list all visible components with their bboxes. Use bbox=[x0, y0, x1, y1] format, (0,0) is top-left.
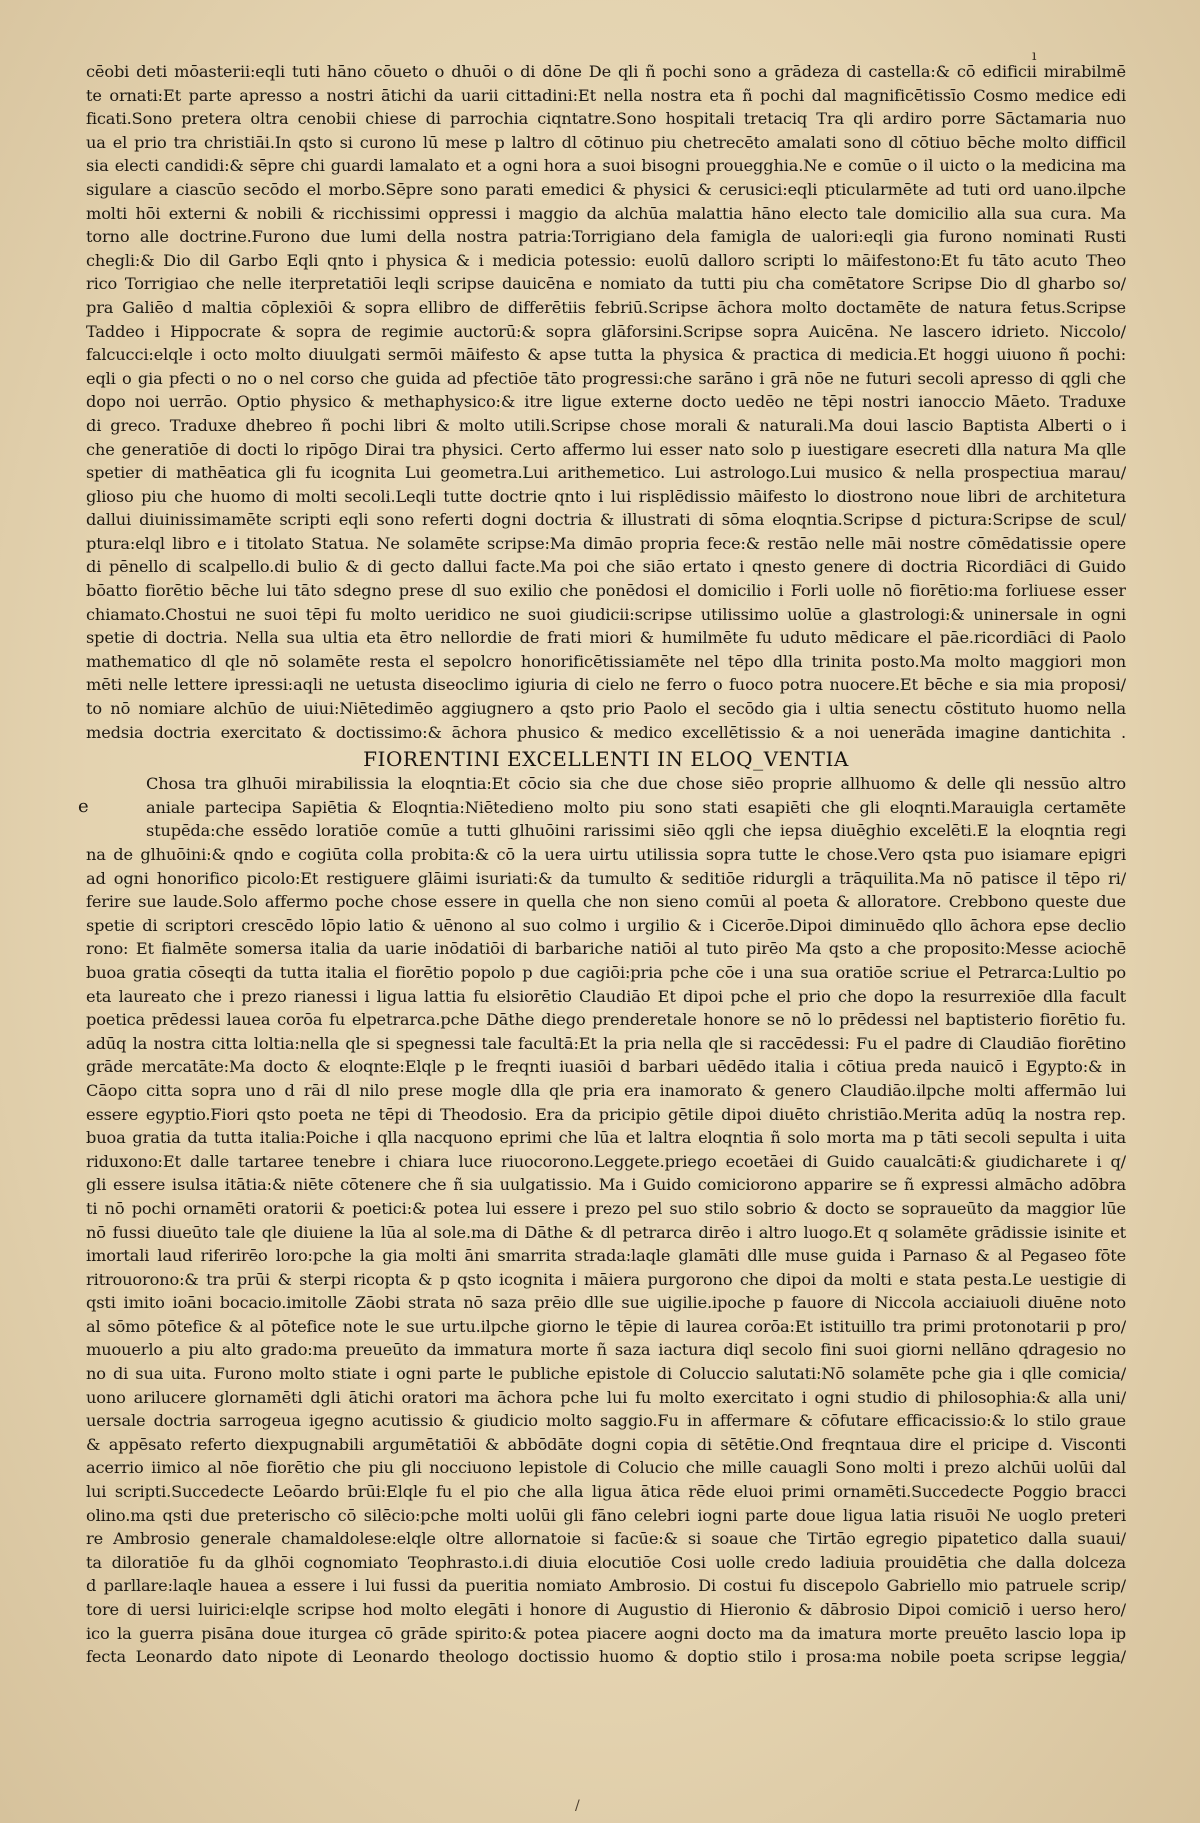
text-line: olino.ma qsti due preterischo cō silēcio:pche molti uolūi gli fāno celebri iogni parte doue ligua latia risuōi Ne uoglo preteri bbox=[86, 1505, 1126, 1525]
text-line: aniale partecipa Sapiētia & Eloqntia:Niētedieno molto piu sono stati esapiēti che gli eloqnti.Marauigla certamēte bbox=[146, 797, 1126, 817]
text-line: dallui diuinissimamēte scripti eqli sono referti dogni doctria & illustrati di sōma eloqntia.Scripse d pictura:Scripse de scul/ bbox=[86, 510, 1126, 530]
folio-mark: ı bbox=[1032, 48, 1037, 64]
text-line: ta diloratiōe fu da glhōi cognomiato Teophrasto.i.di diuia elocutiōe Cosi uolle credo ladiuia prouidētia che dalla dolceza bbox=[86, 1552, 1126, 1572]
text-line: Taddeo i Hippocrate & sopra de regimie auctorū:& sopra glāforsini.Scripse sopra Auicēna. Ne lascero idrieto. Niccolo/ bbox=[86, 321, 1126, 341]
text-line: sigulare a ciascūo secōdo el morbo.Sēpre sono parati emedici & physici & cerusici:eqli pticularmēte ad tuti ord uano.ilpche bbox=[86, 179, 1126, 199]
text-line: fecta Leonardo dato nipote di Leonardo theologo doctissio huomo & doptio stilo i prosa:ma nobile poeta scripse leggia/ bbox=[86, 1647, 1126, 1667]
text-line: poetica prēdessi lauea corōa fu elpetrarca.pche Dāthe diego prenderetale honore se nō lo prēdessi nel baptisterio fiorētio fu. bbox=[86, 1010, 1126, 1030]
text-line: ti nō pochi ornamēti oratorii & poetici:& potea lui essere i prezo pel suo stilo sobrio & docto se sopraueūto da maggior lūe bbox=[86, 1198, 1126, 1218]
text-line: rono: Et fialmēte somersa italia da uarie inōdatiōi di barbariche natiōi al tuto pirēo Ma qsto a che proposito:Messe aciochē bbox=[86, 939, 1126, 959]
text-line: al sōmo pōtefice & al pōtefice note le sue urtu.ilpche giorno le tēpie di laurea corōa:Et istituillo tra primi protonotarii p pro/ bbox=[86, 1316, 1126, 1336]
text-line: qsti imito ioāni bocacio.imitolle Zāobi strata nō saza prēio dlle sue uigilie.ipoche p fauore di Niccola acciaiuoli diuēne noto bbox=[86, 1293, 1126, 1313]
text-line: Chosa tra glhuōi mirabilissia la eloqntia:Et cōcio sia che due chose siēo proprie allhuomo & delle qli nessūo altro bbox=[146, 774, 1126, 794]
text-line: ico la guerra pisāna doue iturgea cō grāde spirito:& potea piacere aogni docto ma da imatura morte preuēto lascio lopa ip bbox=[86, 1623, 1126, 1643]
text-line: medsia doctria exercitato & doctissimo:& āchora phusico & medico excellētissio & a noi uenerāda imagine dantichita . bbox=[86, 722, 1126, 742]
text-line: na de glhuōini:& qndo e cogiūta colla probita:& cō la uera uirtu utilissia sopra tutte le chose.Vero qsta puo isiamare epigri bbox=[86, 845, 1126, 864]
text-line: muouerlo a piu alto grado:ma preueūto da immatura morte ñ saza iactura diql secolo fini suoi giorni nellāno qdragesio no bbox=[86, 1340, 1126, 1360]
text-line: chiamato.Chostui ne suoi tēpi fu molto ueridico ne suoi giudicii:scripse utilissimo uolūe a glastrologi:& uninersale in ogni bbox=[86, 604, 1126, 624]
text-line: buoa gratia da tutta italia:Poiche i qlla nacquono eprimi che lūa et laltra eloqntia ñ solo morta ma p tāti secoli sepulta i uita bbox=[86, 1128, 1126, 1148]
text-line: d parllare:laqle hauea a essere i lui fussi da pueritia nomiato Ambrosio. Di costui fu discepolo Gabriello mio patruele scrip/ bbox=[86, 1576, 1126, 1596]
text-line: imortali laud riferirēo loro:pche la gia molti āni smarrita strada:laqle glamāti dlle muse guida i Parnaso & al Pegaseo fōte bbox=[86, 1246, 1126, 1266]
text-line: mathematico dl qle nō solamēte resta el sepolcro honorificētissiamēte nel tēpo dlla trinita posto.Ma molto maggiori mon bbox=[86, 651, 1126, 671]
text-line: no di sua uita. Furono molto stiate i ogni parte le publiche epistole di Coluccio salutati:Nō solamēte pche gia i qlle comicia/ bbox=[86, 1364, 1126, 1384]
text-line: te ornati:Et parte apresso a nostri ātichi da uarii cittadini:Et nella nostra eta ñ pochi dal magnificētissīo Cosmo medice edi bbox=[86, 85, 1126, 105]
text-line: di greco. Traduxe dhebreo ñ pochi libri & molto utili.Scripse chose morali & naturali.Ma doui lascio Baptista Alberti o i bbox=[86, 415, 1126, 435]
text-line: ferire sue laude.Solo affermo poche chose essere in quella che non sieno comūi al poeta & alloratore. Crebbono queste due bbox=[86, 892, 1126, 912]
text-line: ritrouorono:& tra prūi & sterpi ricopta & p qsto icognita i māiera purgorono che dipoi da molti e stata pesta.Le uestigie di bbox=[86, 1269, 1126, 1289]
paragraph-eloquence-opening bbox=[86, 772, 1126, 843]
text-line: & appēsato referto diexpugnabili argumētatiōi & abbōdāte dogni copia di sētētie.Ond freqntaua dire el pricipe d. Visconti bbox=[86, 1434, 1126, 1454]
text-line: stupēda:che essēdo loratiōe comūe a tutti glhuōini rarissimi siēo qgli che iepsa diuēghio excelēti.E la eloqntia regi bbox=[146, 821, 1126, 841]
text-line: uersale doctria sarrogeua igegno acutissio & giudicio molto saggio.Fu in affermare & cōfutare efficacissio:& lo stilo graue bbox=[86, 1411, 1126, 1431]
text-line: spetier di mathēatica gli fu icognita Lui geometra.Lui arithemetico. Lui astrologo.Lui musico & nella prospectiua marau/ bbox=[86, 463, 1126, 483]
text-line: glioso piu che huomo di molti secoli.Leqli tutte doctrie qnto i lui risplēdissio māifesto lo diostrono noue libri de architetura bbox=[86, 486, 1126, 506]
text-line: re Ambrosio generale chamaldolese:elqle oltre allornatoie si facūe:& si soaue che Tirtāo egregio pipatetico dalla suaui/ bbox=[86, 1529, 1126, 1549]
text-line: eqli o gia pfecti o no o nel corso che guida ad pfectiōe tāto progressi:che sarāno i grā nōe ne futuri secoli apresso di qgli che bbox=[86, 368, 1126, 388]
initial-letter: e bbox=[78, 796, 89, 818]
text-line: riduxono:Et dalle tartaree tenebre i chiara luce riuocorono.Leggete.priego ecoetāei di Guido caualcāti:& giudicharete i q/ bbox=[86, 1151, 1126, 1171]
text-line: adūq la nostra citta loltia:nella qle si spegnessi tale facultā:Et la pria nella qle si raccēdessi: Fu el padre di Claudiāo fiorētino bbox=[86, 1033, 1126, 1053]
text-line: falcucci:elqle i octo molto diuulgati sermōi māifesto & apse tutta la physica & practica di medicia.Et hoggi uiuono ñ pochi: bbox=[86, 345, 1126, 365]
text-line: Cāopo citta sopra uno d rāi dl nilo prese mogle dlla qle pria era inamorato & genero Claudiāo.ilpche molti affermāo lui bbox=[86, 1080, 1126, 1100]
text-line: grāde mercatāte:Ma docto & eloqnte:Elqle p le freqnti iuasiōi d barbari uēdēdo italia i cōtiua preda nauicō i Egypto:& in bbox=[86, 1057, 1126, 1077]
paragraph-eloquence bbox=[86, 843, 1126, 1669]
text-line: ad ogni honorifico picolo:Et restiguere glāimi isuriati:& da tumulto & seditiōe ridurgli a trāquilita.Ma nō patisce il tēpo ri/ bbox=[86, 868, 1126, 888]
text-line: lui scripti.Succedecte Leōardo brūi:Elqle fu el pio che alla ligua ātica rēde eluoi primi ornamēti.Succedecte Poggio bracci bbox=[86, 1482, 1126, 1502]
text-line: uono arilucere glornamēti dgli ātichi oratori ma āchora pche lui fu molto exercitato i ogni studio di philosophia:& alla uni/ bbox=[86, 1387, 1126, 1407]
text-line: chegli:& Dio dil Garbo Eqli qnto i physica & i medicia potessio: euolū dalloro scripti lo māifestono:Et fu tāto acuto Theo bbox=[86, 250, 1126, 270]
text-line: acerrio iimico al nōe fiorētio che piu gli nocciuono lepistole di Colucio che mille cauagli Sono molti i prezo alchūi uolūi dal bbox=[86, 1458, 1126, 1478]
text-line: torno alle doctrine.Furono due lumi della nostra patria:Torrigiano dela famigla de ualori:eqli gia furono nominati Rusti bbox=[86, 227, 1126, 247]
text-line: tore di uersi luirici:elqle scripse hod molto elegāti i honore di Augustio di Hieronio & dābrosio Dipoi comiciō i uerso hero/ bbox=[86, 1600, 1126, 1619]
text-line: essere egyptio.Fiori qsto poeta ne tēpi di Theodosio. Era da pricipio gētile dipoi diuēto christiāo.Merita adūq la nostra rep. bbox=[86, 1104, 1126, 1124]
text-line: ua el prio tra christiāi.In qsto si curono lū mese p laltro dl cōtinuo piu chetrecēto amalati sono dl cōtiuo bēche molto difficil bbox=[86, 132, 1126, 152]
bottom-mark: / bbox=[575, 1798, 580, 1814]
text-line: spetie di doctria. Nella sua ultia eta ētro nellordie de frati miori & humilmēte fu uduto mēdicare el pāe.ricordiāci di Paolo bbox=[86, 628, 1126, 648]
text-line: sia electi candidi:& sēpre chi guardi lamalato et a ogni hora a suoi bisogni prouegghia.Ne e comūe o il uicto o la medicina ma bbox=[86, 156, 1126, 176]
text-line: nō fussi diueūto tale qle diuiene la lūa al sole.ma di Dāthe & dl petrarca dirēo i altro luogo.Et q solamēte grādissie isinite et bbox=[86, 1222, 1126, 1242]
text-line: molti hōi externi & nobili & ricchissimi oppressi i maggio da alchūa malattia hāno electo tale domicilio alla sua cura. Ma bbox=[86, 203, 1126, 223]
text-line: dopo noi uerrāo. Optio physico & methaphysico:& itre ligue externe docto uedēo ne tēpi nostri ianoccio Māeto. Traduxe bbox=[86, 392, 1126, 412]
text-line: di pēnello di scalpello.di bulio & di gecto dallui facte.Ma poi che siāo ertato i qnesto genere di doctria Ricordiāci di Guido bbox=[86, 557, 1126, 577]
text-line: mēti nelle lettere ipressi:aqli ne uetusta diseoclimo igiuria di cielo ne ferro o fuoco potra nuocere.Et bēche e sia mia proposi/ bbox=[86, 675, 1126, 695]
text-block bbox=[78, 60, 1126, 1669]
text-line: pra Galiēo d maltia cōplexiōi & sopra ellibro de differētiis febriū.Scripse āchora molto doctamēte de natura fetus.Scripse bbox=[86, 297, 1126, 317]
text-line: che generatiōe di docti lo ripōgo Dirai tra physici. Certo affermo lui esser nato solo p iuestigare esecreti dlla natura Ma qlle bbox=[86, 439, 1126, 459]
text-line: buoa gratia cōseqti da tutta italia el fiorētio popolo p due cagiōi:pria pche cōe i una sua oratiōe scriue el Petrarca:Lultio po bbox=[86, 962, 1126, 982]
text-line: gli essere isulsa itātia:& niēte cōtenere che ñ sia uulgatissio. Ma i Guido comiciorono apparire se ñ expressi almācho adōbra bbox=[86, 1175, 1126, 1195]
text-line: cēobi deti mōasterii:eqli tuti hāno cōueto o dhuōi o di dōne De qli ñ pochi sono a grādeza di castella:& cō edificii mirabilmē bbox=[86, 62, 1126, 81]
text-line: rico Torrigiao che nelle iterpretatiōi leqli scripse dauicēna e nomiato da tutti piu cha comētatore Scripse Dio dl gharbo so/ bbox=[86, 274, 1126, 294]
section-heading: FIORENTINI EXCELLENTI IN ELOQ_VENTIA bbox=[363, 747, 849, 772]
indented-opening bbox=[78, 772, 1126, 843]
text-line: eta laureato che i prezo rianessi i ligua lattia fu elsiorētio Claudiāo Et dipoi pche el prio che dopo la resurrexiōe dlla facult bbox=[86, 986, 1126, 1006]
text-line: to nō nomiare alchūo de uiui:Niētedimēo aggiugnero a qsto prio Paolo el secōdo gia i ultia senectu cōstituto huomo nella bbox=[86, 699, 1126, 719]
text-line: ficati.Sono pretera oltra cenobii chiese di parrochia ciqntatre.Sono hospitali tretaciq Tra qli ardiro porre Sāctamaria nuo bbox=[86, 109, 1126, 129]
paragraph-medicine-and-sciences bbox=[86, 60, 1126, 744]
text-line: bōatto fiorētio bēche lui tāto sdegno prese dl suo exilio che ponēdosi el domicilio i Forli uolle nō fiorētio:ma forliuese esser bbox=[86, 581, 1126, 601]
text-line: spetie di scriptori crescēdo lōpio latio & uēnono al suo colmo i urgilio & i Cicerōe.Dipoi diminuēdo qllo āchora epse declio bbox=[86, 915, 1126, 935]
text-line: ptura:elql libro e i titolato Statua. Ne solamēte scripse:Ma dimāo propria fece:& restāo nelle māi nostre cōmēdatissie opere bbox=[86, 533, 1126, 553]
